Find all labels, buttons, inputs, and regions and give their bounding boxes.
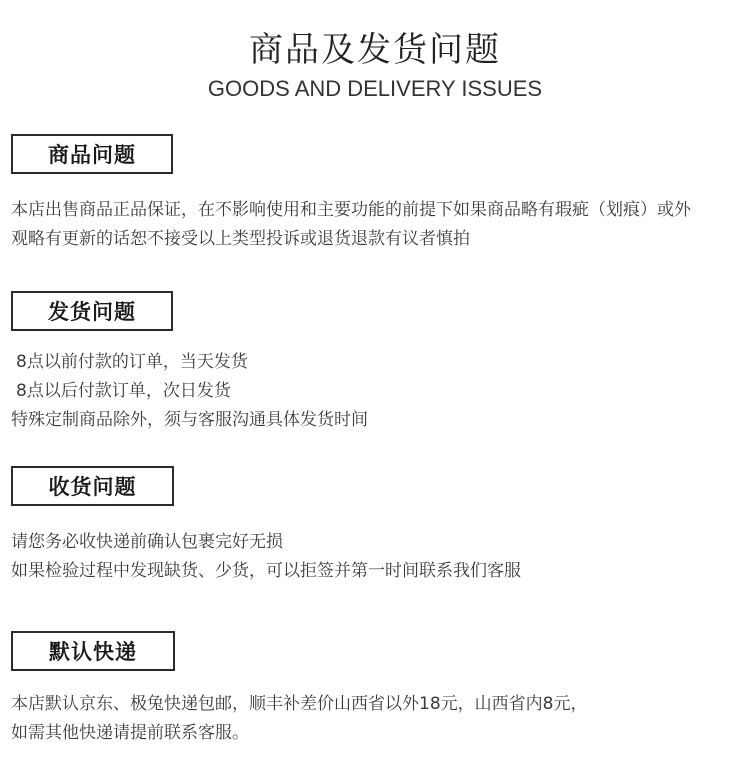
receiving-line-1: 请您务必收快递前确认包裹完好无损 bbox=[11, 532, 283, 552]
goods-line-2: 观略有更新的话恕不接受以上类型投诉或退货退款有议者慎拍 bbox=[11, 229, 470, 249]
page-header bbox=[0, 28, 750, 104]
section-courier bbox=[11, 631, 741, 748]
delivery-line-3: 特殊定制商品除外，须与客服沟通具体发货时间 bbox=[11, 410, 368, 430]
receiving-line-2: 如果检验过程中发现缺货、少货，可以拒签并第一时间联系我们客服 bbox=[11, 561, 521, 581]
section-body-goods bbox=[11, 196, 741, 254]
delivery-line-1: 8点以前付款的订单，当天发货 bbox=[16, 352, 248, 372]
section-heading-receiving: 收货问题 bbox=[11, 466, 174, 506]
delivery-line-2: 8点以后付款订单，次日发货 bbox=[16, 381, 231, 401]
goods-line-1: 本店出售商品正品保证，在不影响使用和主要功能的前提下如果商品略有瑕疵（划痕）或外 bbox=[11, 200, 691, 220]
section-body-receiving bbox=[11, 528, 741, 586]
section-delivery bbox=[11, 291, 741, 435]
section-heading-delivery: 发货问题 bbox=[11, 291, 173, 331]
section-body-courier bbox=[11, 690, 741, 748]
page-subtitle: GOODS AND DELIVERY ISSUES bbox=[207, 76, 543, 101]
page-title: 商品及发货问题 bbox=[249, 30, 501, 70]
section-goods bbox=[11, 134, 741, 254]
section-receiving bbox=[11, 466, 741, 586]
section-body-delivery bbox=[11, 348, 741, 435]
section-heading-goods: 商品问题 bbox=[11, 134, 173, 174]
courier-line-1: 本店默认京东、极兔快递包邮，顺丰补差价山西省以外18元，山西省内8元， bbox=[11, 694, 588, 714]
courier-line-2: 如需其他快递请提前联系客服。 bbox=[11, 723, 249, 743]
section-heading-courier: 默认快递 bbox=[11, 631, 175, 671]
